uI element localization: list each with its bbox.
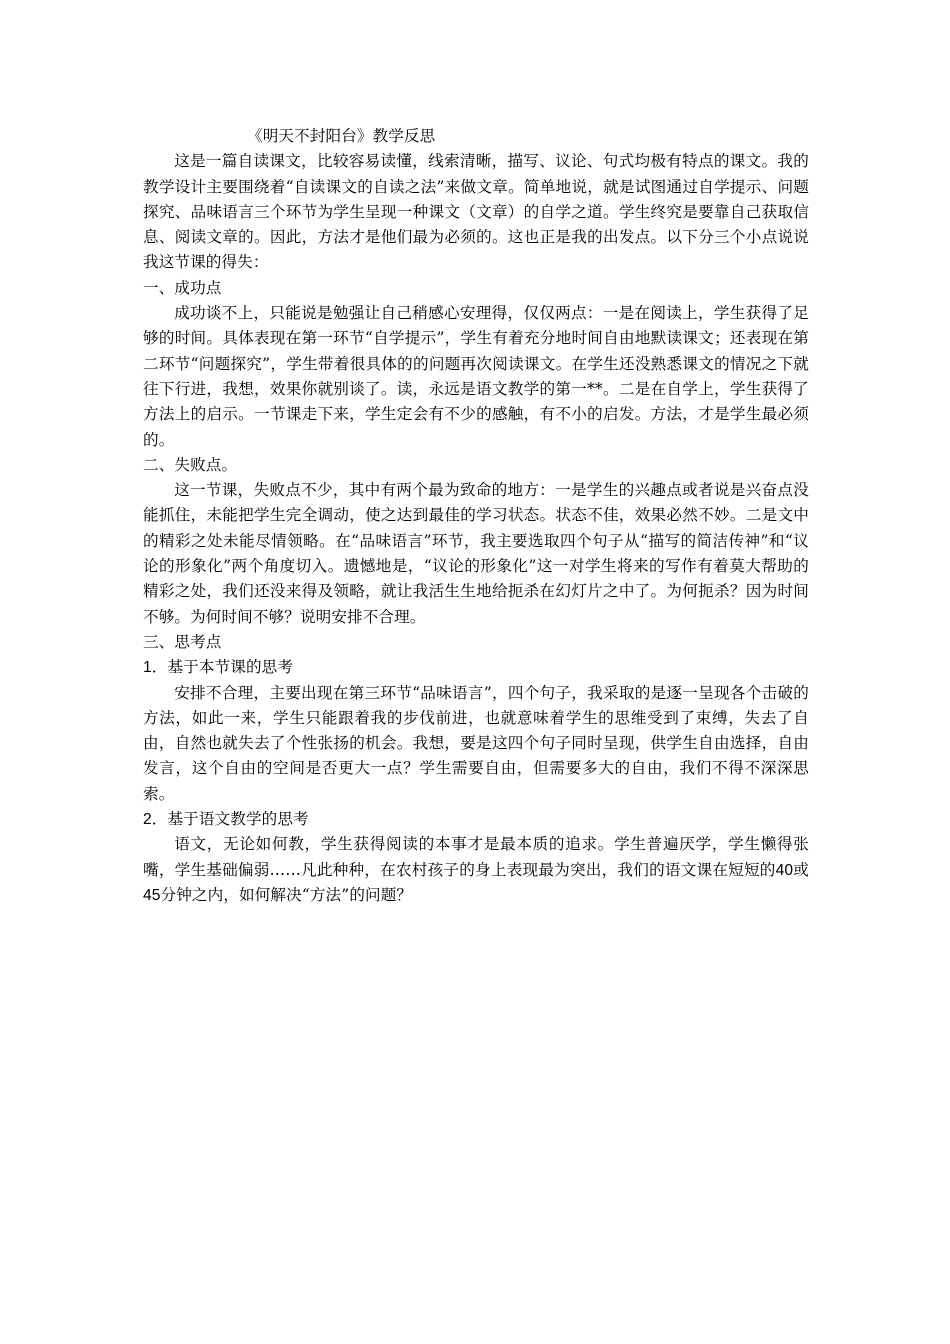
lesson-reflection-paragraph: 安排不合理，主要出现在第三环节“品味语言”，四个句子，我采取的是逐一呈现各个击破的方法，如此一来，学生只能跟着我的步伐前进，也就意味着学生的思维受到了束缚，失去了自由，自然也就失去了个性张扬的机会。我想，要是这四个句子同时呈现，供学生自由选择，自由发言，这个自由的空间是否更大一点？学生需要自由，但需要多大的自由，我们不得不深深思索。 bbox=[143, 683, 809, 803]
subheading-number-1: 1． bbox=[143, 659, 168, 677]
document-content bbox=[143, 124, 809, 908]
success-paragraph: 成功谈不上，只能说是勉强让自己稍感心安理得，仅仅两点：一是在阅读上，学生获得了足够的时间。具体表现在第一环节“自学提示”，学生有着充分地时间自由地默读课文；还表现在第二环节“问题探究”，学生带着很具体的的问题再次阅读课文。在学生还没熟悉课文的情况之下就往下行进，我想，效果你就别谈了。读，永远是语文教学的第一**。二是在自学上，学生获得了方法上的启示。一节课走下来，学生定会有不少的感触，有不小的启发。方法，才是学生最必须的。 bbox=[143, 304, 809, 449]
chinese-teaching-paragraph bbox=[143, 832, 809, 908]
document-title: 《明天不封阳台》教学反思 bbox=[247, 127, 436, 145]
intro-paragraph: 这是一篇自读课文，比较容易读懂，线索清晰，描写、议论、句式均极有特点的课文。我的教学设计主要围绕着“自读课文的自读之法”来做文章。简单地说，就是试图通过自学提示、问题探究、品味语言三个环节为学生呈现一种课文（文章）的自学之道。学生终究是要靠自己获取信息、阅读文章的。因此，方法才是他们最为必须的。这也正是我的出发点。以下分三个小点说说我这节课的得失： bbox=[143, 152, 809, 272]
subheading-chinese-teaching-reflection bbox=[143, 807, 809, 832]
teaching-text-part2: 或 bbox=[793, 860, 809, 879]
subheading-text-1: 基于本节课的思考 bbox=[167, 658, 294, 677]
failure-paragraph: 这一节课，失败点不少，其中有两个最为致命的地方：一是学生的兴趣点或者说是兴奋点没能抓住，未能把学生完全调动，使之达到最佳的学习状态。状态不佳，效果必然不妙。二是文中的精彩之处未能尽情领略。在“品味语言”环节，我主要选取四个句子从“描写的简洁传神”和“议论的形象化”两个角度切入。遗憾地是，“议论的形象化”这一对学生将来的写作有着莫大帮助的精彩之处，我们还没来得及领略，就让我活生生地给扼杀在幻灯片之中了。为何扼杀？因为时间不够。为何时间不够？说明安排不合理。 bbox=[143, 481, 809, 626]
section-heading-success: 一、成功点 bbox=[143, 278, 222, 297]
subheading-text-2: 基于语文教学的思考 bbox=[167, 810, 309, 829]
teaching-text-part1: 语文，无论如何教，学生获得阅读的本事才是最本质的追求。学生普遍厌学，学生懒得张嘴，学生基础偏弱……凡此种种，在农村孩子的身上表现最为突出，我们的语文课在短短的 bbox=[143, 835, 809, 879]
subheading-lesson-reflection bbox=[143, 655, 809, 680]
section-heading-failure: 二、失败点。 bbox=[143, 455, 238, 474]
minutes-40: 40 bbox=[775, 861, 794, 879]
section-heading-reflection: 三、思考点 bbox=[143, 632, 222, 651]
minutes-45: 45 bbox=[143, 886, 161, 904]
subheading-number-2: 2． bbox=[143, 811, 168, 829]
teaching-text-part3: 分钟之内，如何解决“方法”的问题？ bbox=[160, 885, 413, 904]
